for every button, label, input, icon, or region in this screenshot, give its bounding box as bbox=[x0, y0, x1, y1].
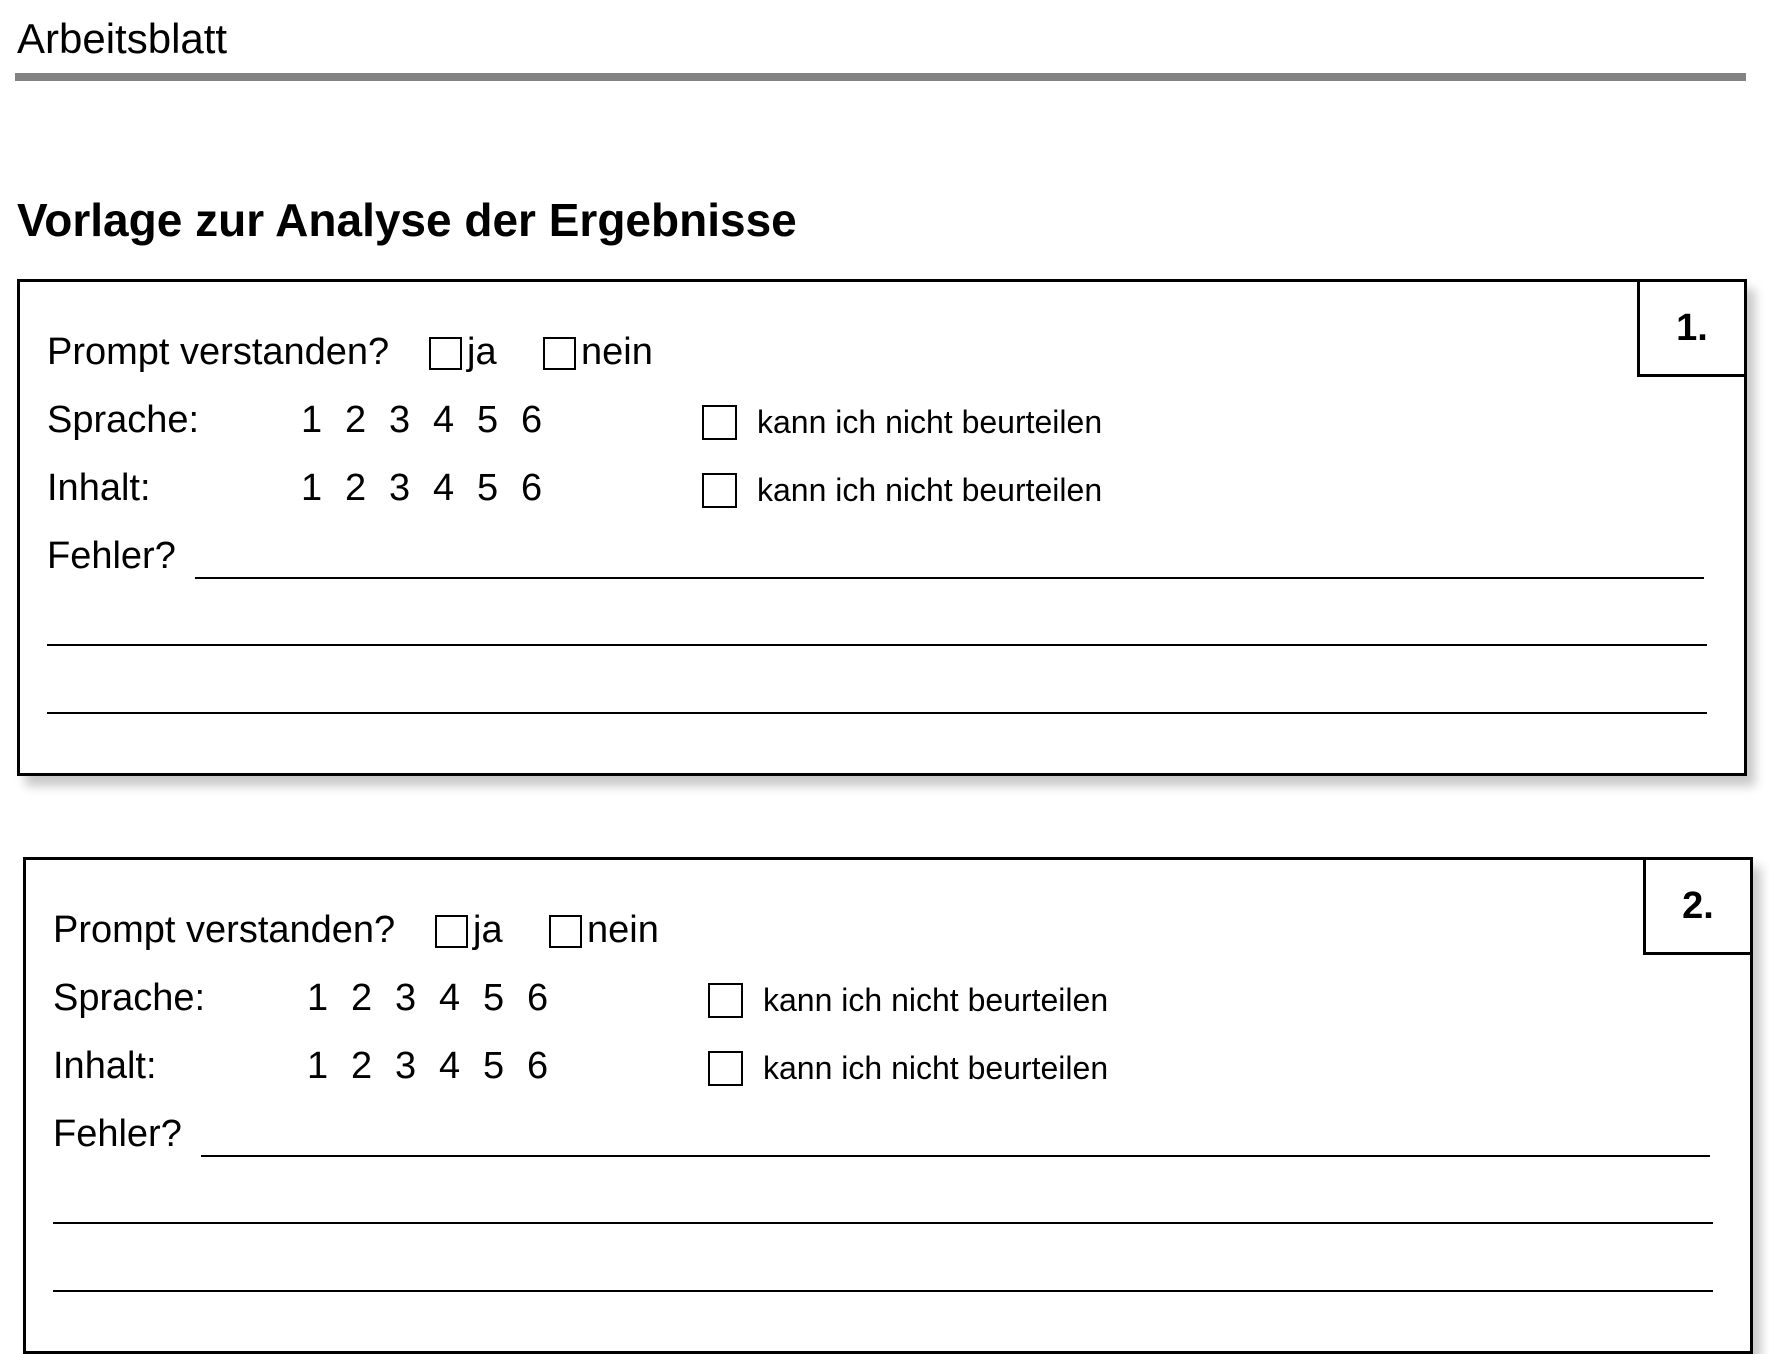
scale-6[interactable]: 6 bbox=[521, 467, 543, 509]
scale-4[interactable]: 4 bbox=[439, 977, 461, 1019]
option-ja-label: ja bbox=[473, 909, 503, 951]
scale-4[interactable]: 4 bbox=[439, 1045, 461, 1087]
card-number: 2. bbox=[1643, 857, 1753, 955]
scale-5[interactable]: 5 bbox=[483, 1045, 505, 1087]
not-judgeable-label: kann ich nicht beurteilen bbox=[757, 472, 1103, 508]
scale-4[interactable]: 4 bbox=[433, 399, 455, 441]
fehler-row bbox=[53, 1109, 1710, 1159]
header-title: Arbeitsblatt bbox=[17, 15, 228, 62]
page-title: Vorlage zur Analyse der Ergebnisse bbox=[17, 194, 797, 246]
not-judgeable-label: kann ich nicht beurteilen bbox=[763, 982, 1109, 1018]
option-nein-label: nein bbox=[587, 909, 659, 951]
checkbox-nein[interactable] bbox=[549, 915, 582, 948]
inhalt-scale bbox=[301, 463, 565, 513]
fehler-answer-line[interactable] bbox=[195, 577, 1704, 579]
inhalt-label: Inhalt: bbox=[53, 1045, 157, 1087]
scale-3[interactable]: 3 bbox=[395, 1045, 417, 1087]
scale-1[interactable]: 1 bbox=[307, 1045, 329, 1087]
prompt-label: Prompt verstanden? bbox=[53, 909, 396, 951]
inhalt-scale bbox=[307, 1041, 571, 1091]
scale-4[interactable]: 4 bbox=[433, 467, 455, 509]
answer-line[interactable] bbox=[47, 712, 1707, 714]
sprache-label: Sprache: bbox=[47, 399, 200, 441]
option-nein-label: nein bbox=[581, 331, 653, 373]
fehler-row bbox=[47, 531, 1704, 581]
option-ja-label: ja bbox=[467, 331, 497, 373]
scale-1[interactable]: 1 bbox=[301, 399, 323, 441]
scale-1[interactable]: 1 bbox=[307, 977, 329, 1019]
scale-5[interactable]: 5 bbox=[477, 467, 499, 509]
fehler-answer-line[interactable] bbox=[201, 1155, 1710, 1157]
not-judgeable-label: kann ich nicht beurteilen bbox=[757, 404, 1103, 440]
prompt-label: Prompt verstanden? bbox=[47, 331, 390, 373]
scale-6[interactable]: 6 bbox=[527, 977, 549, 1019]
inhalt-label: Inhalt: bbox=[47, 467, 151, 509]
checkbox-ja[interactable] bbox=[435, 915, 468, 948]
evaluation-card-1 bbox=[17, 279, 1747, 776]
header-divider bbox=[15, 73, 1746, 81]
scale-5[interactable]: 5 bbox=[483, 977, 505, 1019]
fehler-label: Fehler? bbox=[53, 1113, 182, 1155]
checkbox-not-judgeable[interactable] bbox=[708, 1051, 743, 1086]
scale-2[interactable]: 2 bbox=[351, 1045, 373, 1087]
checkbox-nein[interactable] bbox=[543, 337, 576, 370]
sprache-scale bbox=[307, 973, 571, 1023]
answer-line[interactable] bbox=[53, 1290, 1713, 1292]
checkbox-not-judgeable[interactable] bbox=[708, 983, 743, 1018]
scale-1[interactable]: 1 bbox=[301, 467, 323, 509]
scale-2[interactable]: 2 bbox=[345, 467, 367, 509]
checkbox-not-judgeable[interactable] bbox=[702, 405, 737, 440]
scale-3[interactable]: 3 bbox=[389, 399, 411, 441]
answer-line[interactable] bbox=[47, 644, 1707, 646]
scale-3[interactable]: 3 bbox=[395, 977, 417, 1019]
scale-6[interactable]: 6 bbox=[527, 1045, 549, 1087]
sprache-label: Sprache: bbox=[53, 977, 206, 1019]
scale-6[interactable]: 6 bbox=[521, 399, 543, 441]
evaluation-card-2 bbox=[23, 857, 1753, 1354]
scale-5[interactable]: 5 bbox=[477, 399, 499, 441]
checkbox-not-judgeable[interactable] bbox=[702, 473, 737, 508]
not-judgeable-label: kann ich nicht beurteilen bbox=[763, 1050, 1109, 1086]
answer-line[interactable] bbox=[53, 1222, 1713, 1224]
scale-2[interactable]: 2 bbox=[351, 977, 373, 1019]
fehler-label: Fehler? bbox=[47, 535, 176, 577]
scale-2[interactable]: 2 bbox=[345, 399, 367, 441]
sprache-scale bbox=[301, 395, 565, 445]
scale-3[interactable]: 3 bbox=[389, 467, 411, 509]
card-number: 1. bbox=[1637, 279, 1747, 377]
checkbox-ja[interactable] bbox=[429, 337, 462, 370]
